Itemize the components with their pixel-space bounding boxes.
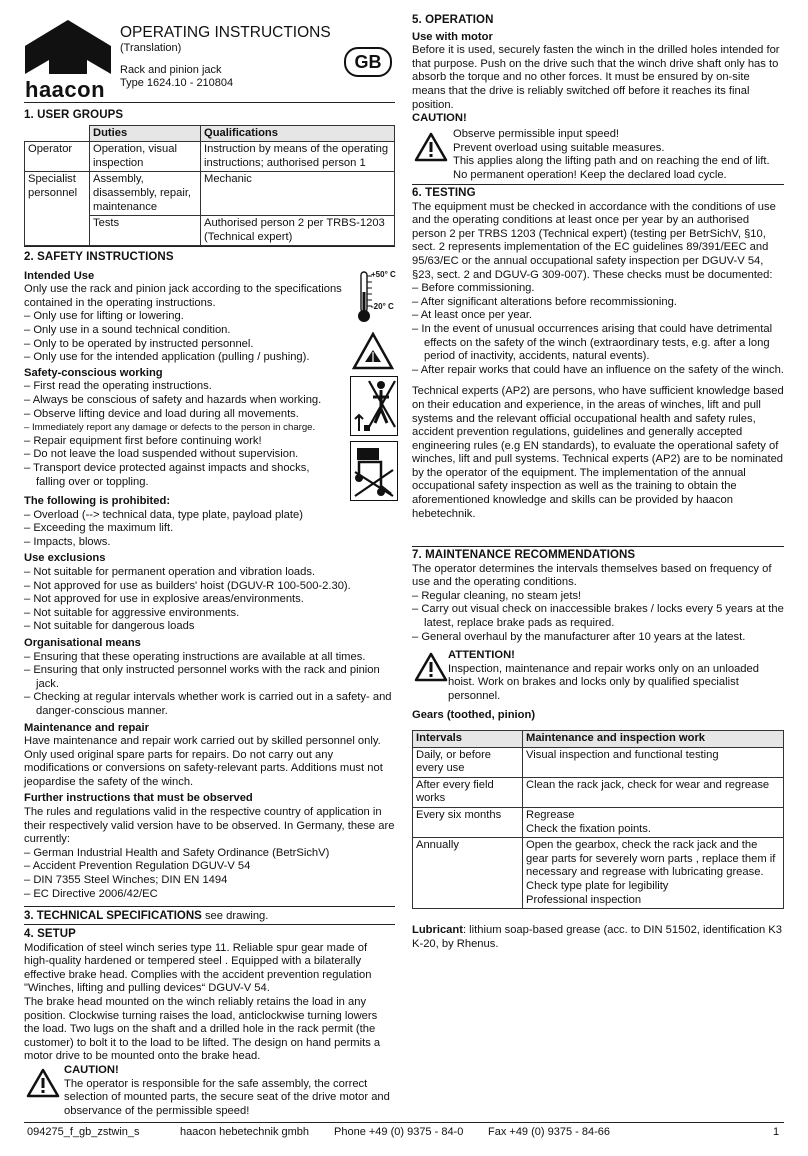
technical-see-drawing: see drawing. (201, 910, 269, 922)
caution-line: This applies along the lifting path and on reaching the end of lift. (453, 155, 770, 168)
brand-name: haacon (25, 76, 106, 102)
cell-qualification: Mechanic (201, 172, 395, 216)
cell-interval: After every field works (413, 777, 523, 807)
section-heading-maintenance: 7. MAINTENANCE RECOMMENDATIONS (412, 549, 636, 561)
prohibited-list (24, 509, 395, 550)
lubricant-note (412, 924, 784, 951)
table-row (413, 747, 784, 777)
attention-text: Inspection, maintenance and repair works only on an unloaded hoist. Work on brakes and locks only by qualified specialist personnel. (448, 662, 759, 702)
table-row (413, 838, 784, 909)
cell-duties: Tests (90, 216, 201, 246)
subheading-gears: Gears (toothed, pinion) (412, 709, 536, 721)
table-row (413, 807, 784, 837)
read-manual-warning-icon (352, 332, 394, 370)
list-item: – Checking at regular intervals whether work is carried out in a safety- and danger-conscious manner. (24, 691, 395, 718)
organisational-list (24, 651, 395, 719)
footer-phone: Phone +49 (0) 9375 - 84-0 (334, 1126, 464, 1138)
divider (24, 102, 395, 103)
divider (24, 906, 395, 907)
regulations-list (24, 847, 395, 901)
cell-group: Specialist personnel (25, 172, 90, 246)
work-line: Check the fixation points. (526, 822, 651, 835)
cell-work (523, 807, 784, 837)
caution-warning-icon (26, 1068, 60, 1098)
list-item: – Observe lifting device and load during all movements. (24, 408, 349, 422)
work-line: Open the gearbox, check the rack jack and the gear parts for severely worn parts , replace them if necessary and regrease with lubricating grease. (526, 839, 776, 879)
section-heading-user-groups: 1. USER GROUPS (24, 109, 124, 121)
table-header-duties: Duties (90, 125, 201, 142)
user-groups-table (24, 125, 395, 247)
footer-divider (24, 1122, 784, 1123)
work-line: Regrease (526, 808, 575, 821)
list-item: – Always be conscious of safety and hazards when working. (24, 394, 349, 408)
subheading-further-instructions: Further instructions that must be observed (24, 792, 253, 805)
list-item: – After significant alterations before recommissioning. (412, 296, 784, 310)
cell-duties: Assembly, disassembly, repair, maintenance (90, 172, 201, 216)
subheading-maintenance-repair: Maintenance and repair (24, 721, 149, 734)
use-exclusions-list (24, 566, 395, 634)
list-item: – Before commissioning. (412, 282, 784, 296)
cell-interval: Every six months (413, 807, 523, 837)
divider (412, 184, 784, 185)
list-item: – General overhaul by the manufacturer after 10 years at the latest. (412, 631, 784, 645)
table-header-qualifications: Qualifications (201, 125, 395, 142)
section-heading-technical: 3. TECHNICAL SPECIFICATIONS (24, 910, 202, 922)
cell-group: Operator (25, 142, 90, 172)
subheading-safety-working: Safety-conscious working (24, 366, 163, 379)
cell-work (523, 838, 784, 909)
list-item: – Not suitable for aggressive environments. (24, 607, 395, 621)
list-item: – After repair works that could have an influence on the safety of the winch. (412, 364, 784, 378)
temp-low-label: -20° C (371, 302, 394, 311)
doc-subtitle: (Translation) (120, 42, 182, 54)
product-type: Type 1624.10 - 210804 (120, 77, 234, 90)
list-item: – Not suitable for permanent operation and vibration loads. (24, 566, 395, 580)
table-row (413, 777, 784, 807)
testing-text-1: The equipment must be checked in accordance with the conditions of use and the operating conditions at least once per year by an authorised person 2 per TRBS 1203 (Technical expert) (testing per BetrSichV, §10, sect. 2 represents implementation of the EC guidelines 89/391/EEC and 95/63/EC or the annual occupational safety inspection per DGUV-V 54, §23, sect. 2 and DGUV-G 309-007). These checks must be documented: (412, 200, 776, 281)
list-item: – Only to be operated by instructed personnel. (24, 338, 349, 352)
caution-line: Observe permissible input speed! (453, 128, 620, 140)
list-item: – Overload (--> technical data, type plate, payload plate) (24, 509, 395, 523)
list-item: – Not suitable for dangerous loads (24, 620, 395, 634)
maintenance-repair-text: Have maintenance and repair work carried out by skilled personnel only. Only used original spare parts for repairs. Do not carry out any modifications or conversions on safety-relevant parts. Additions must not jeopardise the safety of the winch. (24, 735, 383, 788)
setup-text-2: The brake head mounted on the winch reliably retains the load in any position. Clockwise turning raises the load, anticlockwise turning lowers the load. Two lugs on the shaft and a drilled hole in the rack permit (the customer) to bolt it to the load to be lifted. The design on hand permits a motor drive to be mounted onto the brake head. (24, 995, 381, 1063)
footer-doc-code: 094275_f_gb_zstwin_s (27, 1126, 140, 1138)
footer-company: haacon hebetechnik gmbh (180, 1126, 310, 1138)
caution-heading-setup: CAUTION! (64, 1064, 119, 1076)
product-name: Rack and pinion jack (120, 63, 222, 76)
section-heading-setup: 4. SETUP (24, 928, 76, 940)
intended-use-list (24, 310, 349, 364)
subheading-organisational: Organisational means (24, 636, 141, 649)
table-row (25, 172, 395, 216)
list-item: – Only use for lifting or lowering. (24, 310, 349, 324)
list-item: – Ensuring that only instructed personnel works with the rack and pinion jack. (24, 664, 395, 691)
list-item: – Not approved for use in explosive areas/environments. (24, 593, 395, 607)
maintenance-list (412, 590, 784, 644)
table-header-empty (25, 125, 90, 142)
doc-title: OPERATING INSTRUCTIONS (120, 24, 331, 41)
table-header-intervals: Intervals (413, 731, 523, 748)
cell-interval: Annually (413, 838, 523, 909)
subheading-use-with-motor: Use with motor (412, 30, 493, 43)
testing-text-2: Technical experts (AP2) are persons, who have sufficient knowledge based on their education and experience, in the areas of winches, lift and pull systems and the relevant official occupational health and safety rules, accident prevention regulations, guidelines and generally accepted engineering rules (e.g EN standards), to evaluate the operational safety of winches, lift and pull systems. Technical experts (AP2) are to be nominated by the operator of the equipment. The implementation of the annual occupational safety inspection as well as the training to obtain the aforementioned knowledge and skills can be provided by haacon hebetechnik. (412, 385, 784, 520)
subheading-intended-use: Intended Use (24, 269, 95, 282)
list-item: – First read the operating instructions. (24, 380, 349, 394)
maintenance-intro: The operator determines the intervals themselves based on frequency of use and the operating conditions. (412, 562, 772, 589)
intended-use-text: Only use the rack and pinion jack according to the specifications contained in the operating instructions. (24, 283, 342, 309)
table-header-work: Maintenance and inspection work (523, 731, 784, 748)
divider (412, 546, 784, 547)
section-heading-operation: 5. OPERATION (412, 14, 494, 26)
temp-high-label: +50° C (371, 270, 396, 279)
work-line: Professional inspection (526, 893, 642, 906)
work-line: Check type plate for legibility (526, 879, 669, 892)
subheading-prohibited: The following is prohibited: (24, 495, 171, 507)
list-item: – German Industrial Health and Safety Ordinance (BetrSichV) (24, 847, 395, 861)
list-item: – At least once per year. (412, 309, 784, 323)
subheading-use-exclusions: Use exclusions (24, 552, 106, 565)
caution-text-setup: The operator is responsible for the safe assembly, the correct selection of mounted parts, the secure seat of the drive motor and observance of the permissible speed! (64, 1077, 390, 1117)
divider (24, 246, 395, 247)
caution-line: Prevent overload using suitable measures. (453, 141, 665, 154)
cell-interval: Daily, or before every use (413, 747, 523, 777)
safety-working-list (24, 380, 349, 489)
section-heading-testing: 6. TESTING (412, 187, 476, 199)
lubricant-text: : lithium soap-based grease (acc. to DIN 51502, identification K3 K-20, by Rhenus. (412, 924, 782, 950)
list-item: – Ensuring that these operating instructions are available at all times. (24, 651, 395, 665)
list-item: – DIN 7355 Steel Winches; DIN EN 1494 (24, 874, 395, 888)
list-item: – Immediately report any damage or defects to the person in charge. (24, 421, 349, 435)
language-badge: GB (344, 47, 392, 77)
lubricant-label: Lubricant (412, 924, 463, 936)
list-item: – Do not leave the load suspended without supervision. (24, 448, 349, 462)
setup-text-1: Modification of steel winch series type 11. Reliable spur gear made of high-quality hardened or tempered steel . Equipped with a bilaterally effective brake head. Complies with the accident prevention regulation "Winches, lifting and pulling devices“ DGUV-V 54. (24, 941, 372, 995)
cell-qualification: Instruction by means of the operating instructions; authorised person 1 (201, 142, 395, 172)
maintenance-intervals-table (412, 730, 784, 909)
attention-warning-icon (414, 652, 448, 682)
list-item: – In the event of unusual occurrences arising that could have detrimental effects on the safety of the winch (extraordinary tests, e.g. after a long period of inactivity, accidents, natural events). (412, 323, 784, 364)
list-item: – Not approved for use as builders' hoist (DGUV-R 100-500-2.30). (24, 580, 395, 594)
no-standing-under-load-icon (350, 376, 398, 436)
list-item: – Regular cleaning, no steam jets! (412, 590, 784, 604)
cell-work: Clean the rack jack, check for wear and regrease (523, 777, 784, 807)
haacon-logo (25, 20, 111, 102)
caution-line: No permanent operation! Keep the declared load cycle. (453, 168, 727, 181)
list-item: – Transport device protected against impacts and shocks, falling over or toppling. (24, 462, 336, 489)
footer-fax: Fax +49 (0) 9375 - 84-66 (488, 1126, 610, 1138)
caution-heading-operation: CAUTION! (412, 112, 467, 125)
use-with-motor-text: Before it is used, securely fasten the winch in the drilled holes intended for that purpose. Push on the drive such that the winch drive shaft only has to absorb the torque and no other forces. It must be ensured by on-site means that the drive is reliably switched off before it reaches its final position. (412, 44, 780, 111)
list-item: – Impacts, blows. (24, 536, 395, 550)
list-item: – Only use in a sound technical condition. (24, 324, 349, 338)
list-item: – Carry out visual check on inaccessible brakes / locks every 5 years at the latest, replace brake pads as required. (412, 603, 784, 630)
caution-warning-icon (414, 132, 448, 162)
no-transport-impact-icon (350, 441, 398, 501)
section-heading-safety: 2. SAFETY INSTRUCTIONS (24, 251, 174, 263)
attention-heading: ATTENTION! (448, 649, 515, 661)
list-item: – EC Directive 2006/42/EC (24, 888, 395, 902)
logo-mark-icon (25, 20, 111, 74)
table-row (25, 142, 395, 172)
cell-qualification: Authorised person 2 per TRBS-1203 (Technical expert) (201, 216, 395, 246)
thermometer-icon (352, 268, 396, 324)
further-instructions-text: The rules and regulations valid in the respective country of application in their respectively valid version have to be observed. In Germany, these are currently: (24, 806, 395, 846)
list-item: – Accident Prevention Regulation DGUV-V 54 (24, 860, 395, 874)
list-item: – Exceeding the maximum lift. (24, 522, 395, 536)
list-item: – Only use for the intended application (pulling / pushing). (24, 351, 349, 365)
list-item: – Repair equipment first before continuing work! (24, 435, 349, 449)
footer-page-number: 1 (773, 1126, 780, 1138)
divider (24, 924, 395, 925)
testing-list (412, 282, 784, 377)
cell-duties: Operation, visual inspection (90, 142, 201, 172)
cell-work: Visual inspection and functional testing (523, 747, 784, 777)
